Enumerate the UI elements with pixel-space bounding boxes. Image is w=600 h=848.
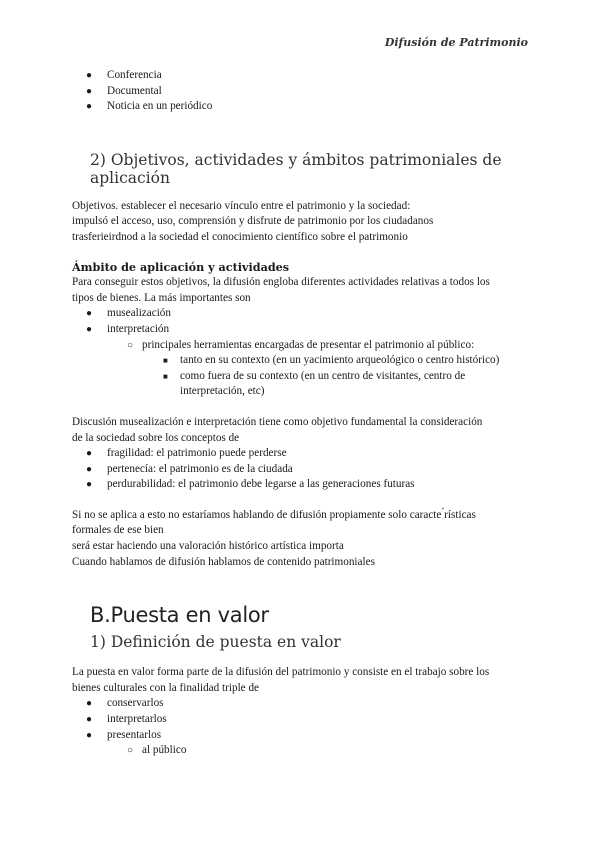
paragraph-line: impulsó el acceso, uso, comprensión y disfrute de patrimonio por los ciudadanos <box>72 215 434 228</box>
circle-bullet-icon: ○ <box>127 745 134 757</box>
list-item: ● fragilidad: el patrimonio puede perderse <box>72 446 532 462</box>
def-list <box>72 696 532 758</box>
bullet-icon: ● <box>86 70 93 81</box>
top-list <box>72 68 532 115</box>
paragraph-line: Objetivos. establecer el necesario vínculo entre el patrimonio y la sociedad: <box>72 199 411 212</box>
list-item: ● pertenecía: el patrimonio es de la ciudada <box>72 462 532 478</box>
list-item: ● conservarlos <box>72 696 532 712</box>
list-item: ● perdurabilidad: el patrimonio debe legarse a las generaciones futuras <box>72 477 532 493</box>
list-item: ● Documental <box>72 84 532 100</box>
document-body <box>72 68 532 759</box>
bullet-icon: ● <box>86 479 93 491</box>
paragraph-line: Si no se aplica a esto no estaríamos hablando de difusión propiamente solo caracte ́rísticas <box>72 508 476 521</box>
section-title: B.Puesta en valor <box>90 603 269 628</box>
bullet-icon: ● <box>86 448 93 460</box>
list-item: ● presentarlos <box>72 728 532 744</box>
subsection-heading: Ámbito de aplicación y actividades <box>72 259 290 274</box>
list-item: ○ principales herramientas encargadas de presentar el patrimonio al público: <box>72 338 532 354</box>
square-bullet-icon: ■ <box>163 356 168 366</box>
bullet-icon: ● <box>86 714 93 726</box>
bullet-icon: ● <box>86 698 93 710</box>
paragraph-line: formales de ese bien <box>72 524 164 537</box>
list-item: ○ al público <box>72 743 532 759</box>
bullet-icon: ● <box>86 308 93 320</box>
ambito-list <box>72 306 532 400</box>
list-item: ■ tanto en su contexto (en un yacimiento arqueológico o centro histórico) <box>72 353 532 369</box>
section-heading: 2) Objetivos, actividades y ámbitos patrimoniales de aplicación <box>90 150 502 187</box>
paragraph-line: tipos de bienes. La más importantes son <box>72 291 251 304</box>
paragraph-line: Discusión musealización e interpretación tiene como objetivo fundamental la consideración <box>72 415 483 428</box>
page-header: Difusión de Patrimonio <box>384 36 528 49</box>
paragraph-line: será estar haciendo una valoración histórico artística importa <box>72 540 344 553</box>
list-item-continuation: interpretación, etc) <box>180 385 265 398</box>
paragraph-line: trasferieirdnod a la sociedad el conocimiento científico sobre el patrimonio <box>72 230 408 243</box>
list-item: ● musealización <box>72 306 532 322</box>
bullet-icon: ● <box>86 323 93 335</box>
paragraph-line: de la sociedad sobre los conceptos de <box>72 431 240 444</box>
bullet-icon: ● <box>86 729 93 741</box>
subsection-title: 1) Definición de puesta en valor <box>90 633 341 652</box>
bullet-icon: ● <box>86 85 93 97</box>
bullet-icon: ● <box>86 463 93 475</box>
paragraph-line: bienes culturales con la finalidad triple de <box>72 681 260 694</box>
list-item: ● Conferencia <box>72 68 532 84</box>
list-item: ■ como fuera de su contexto (en un centro de visitantes, centro de <box>72 369 532 385</box>
paragraph-line: Cuando hablamos de difusión hablamos de contenido patrimoniales <box>72 555 375 568</box>
list-item: ● interpretarlos <box>72 712 532 728</box>
discusion-list <box>72 446 532 493</box>
square-bullet-icon: ■ <box>163 371 168 381</box>
list-item: ● interpretación <box>72 322 532 338</box>
paragraph-line: La puesta en valor forma parte de la difusión del patrimonio y consiste en el trabajo sobre los <box>72 666 490 679</box>
circle-bullet-icon: ○ <box>127 339 134 351</box>
bullet-icon: ● <box>86 101 93 113</box>
paragraph-line: Para conseguir estos objetivos, la difusión engloba diferentes actividades relativas a todos los <box>72 276 490 289</box>
list-item: ● Noticia en un periódico <box>72 99 532 115</box>
